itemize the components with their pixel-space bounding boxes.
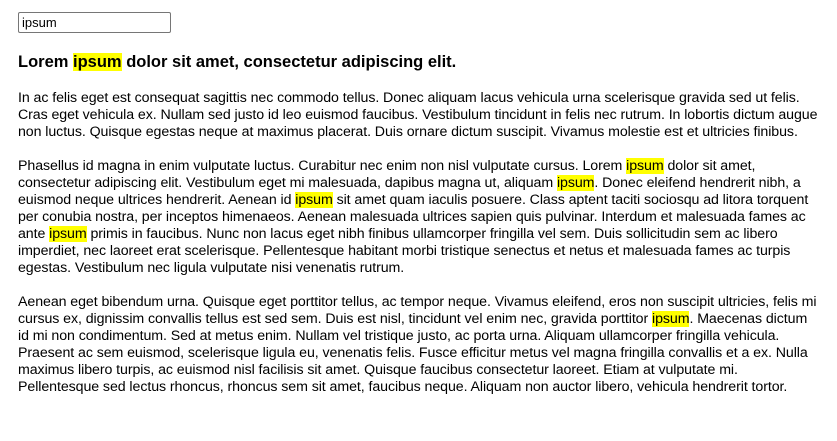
text-run: Phasellus id magna in enim vulputate luctus. Curabitur nec enim non nisl vulputate cursus. Lorem	[18, 158, 627, 174]
text-run: Aenean eget bibendum urna. Quisque eget porttitor tellus, ac tempor neque. Vivamus eleifend, eros non suscipit ultricies, felis mi cursus ex, dignissim convallis tellus est sed sem. Duis est nisl, tincidunt vel enim nec, gravida porttitor	[18, 294, 817, 327]
text-run: dolor sit amet, consectetur adipiscing elit.	[121, 53, 457, 71]
text-run: sit amet quam iaculis posuere. Class aptent taciti sociosqu ad litora torquent per conubia nostra, per inceptos himenaeos. Aenean malesuada ultrices sapien quis pulvinar. Interdum et malesuada fames ac ante	[18, 192, 809, 242]
text-run: primis in faucibus. Nunc non lacus eget nibh finibus ullamcorper fringilla vel sem. Duis sollicitudin sem ac libero imperdiet, nec laoreet erat scelerisque. Pellentesque habitant morbi tristique senectus et netus et malesuada fames ac turpis egestas. Vestibulum nec ligula vulputate nisi venenatis rutrum.	[18, 226, 791, 276]
search-highlight: ipsum	[49, 226, 87, 242]
text-run: . Maecenas dictum id mi non condimentum. Sed at metus enim. Nullam vel tristique justo, ac porta urna. Aliquam ullamcorper fringilla vehicula. Praesent ac sem euismod, scelerisque ligula eu, venenatis felis. Fusce efficitur metus vel magna fringilla convallis et a ex. Nulla maximus libero turpis, ac euismod nisl facilisis sit amet. Quisque faucibus consectetur laoreet. Etiam at vulputate mi. Pellentesque sed lectus rhoncus, rhoncus sem sit amet, faucibus neque. Aliquam non auctor libero, vehicula hendrerit tortor.	[18, 311, 808, 395]
search-highlight: ipsum	[556, 175, 595, 191]
search-highlight: ipsum	[652, 311, 690, 327]
text-run: dolor sit amet, consectetur adipiscing elit. Vestibulum eget mi malesuada, dapibus magna ut, aliquam	[18, 158, 756, 191]
text-run: Lorem	[18, 53, 74, 71]
paragraph-2	[18, 158, 819, 277]
article-heading	[18, 52, 819, 72]
paragraph-1	[18, 90, 819, 141]
article-body	[18, 90, 819, 396]
search-highlight: ipsum	[295, 192, 333, 208]
text-run: In ac felis eget est consequat sagittis nec commodo tellus. Donec aliquam lacus vehicula urna scelerisque gravida sed ut felis. Cras eget vehicula ex. Nullam sed justo id leo euismod faucibus. Vestibulum tincidunt in felis nec rutrum. In lobortis dictum augue non luctus. Quisque egestas neque at maximus placerat. Duis ornare dictum suscipit. Vivamus molestie est et ultricies finibus.	[18, 90, 818, 140]
search-highlight: ipsum	[73, 53, 122, 71]
search-highlight: ipsum	[626, 158, 664, 174]
search-input[interactable]	[18, 12, 171, 33]
paragraph-3	[18, 294, 819, 396]
text-run: . Donec eleifend hendrerit nibh, a euismod neque ultrices hendrerit. Aenean id	[18, 175, 801, 208]
